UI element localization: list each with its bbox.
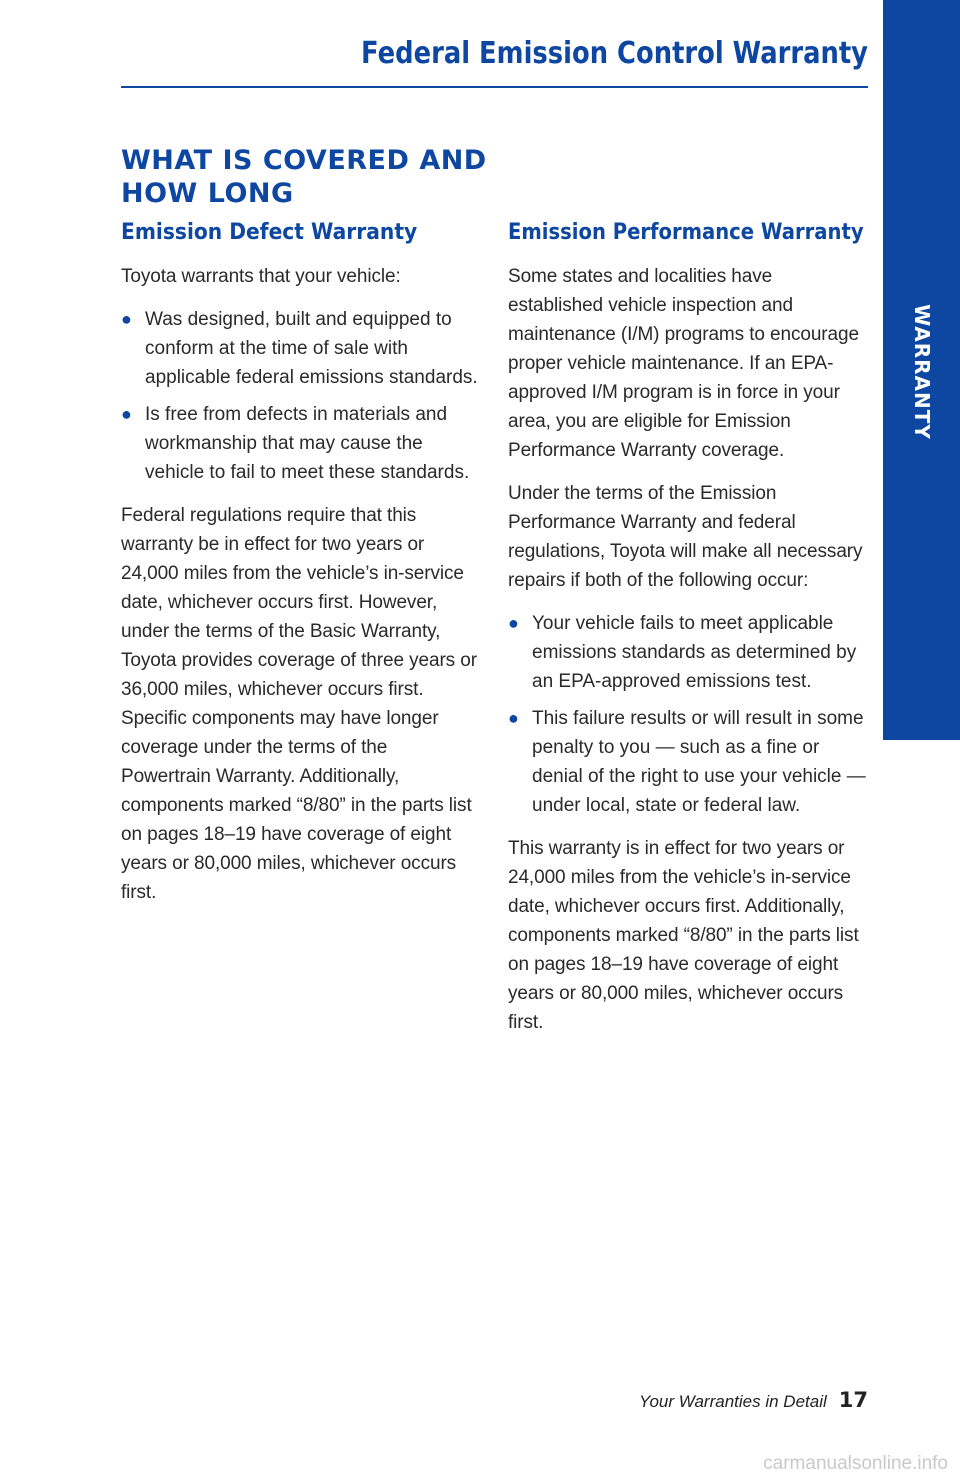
bullet-text: Was designed, built and equipped to conform at the time of sale with applicable federal emissions standards. bbox=[145, 309, 478, 388]
section-title-line2: HOW LONG bbox=[121, 178, 294, 209]
left-column bbox=[121, 218, 481, 921]
left-body: Federal regulations require that this warranty be in effect for two years or 24,000 miles from the vehicle’s in-service date, whichever occurs first. However, under the terms of the Basic Warranty, Toyota provides coverage of three years or 36,000 miles, whichever occurs first. Specific components may have longer coverage under the terms of the Powertrain Warranty. Additionally, components marked “8/80” in the parts list on pages 18–19 have coverage of eight years or 80,000 miles, whichever occurs first. bbox=[121, 505, 477, 903]
bullet-text: This failure results or will result in some penalty to you — such as a fine or denial of the right to use your vehicle — under local, state or federal law. bbox=[532, 708, 866, 816]
list-item bbox=[121, 400, 481, 487]
emission-defect-heading: Emission Defect Warranty bbox=[121, 220, 418, 245]
side-tab-label: WARRANTY bbox=[909, 304, 934, 440]
right-para-2: Under the terms of the Emission Performance Warranty and federal regulations, Toyota will make all necessary repairs if both of the following occur: bbox=[508, 483, 863, 591]
bullet-dot-icon: ● bbox=[121, 404, 132, 424]
right-para-1: Some states and localities have established vehicle inspection and maintenance (I/M) programs to encourage proper vehicle maintenance. If an EPA-approved I/M program is in force in your area, you are eligible for Emission Performance Warranty coverage. bbox=[508, 266, 859, 461]
right-column bbox=[508, 218, 868, 1051]
page-header-title: Federal Emission Control Warranty bbox=[361, 36, 868, 71]
left-intro: Toyota warrants that your vehicle: bbox=[121, 266, 401, 287]
section-title bbox=[121, 144, 521, 210]
watermark[interactable]: carmanualsonline.info bbox=[763, 1453, 948, 1474]
right-para-3: This warranty is in effect for two years or 24,000 miles from the vehicle’s in-service date, whichever occurs first. Additionally, components marked “8/80” in the parts list on pages 18–19 have coverage of eight years or 80,000 miles, whichever occurs first. bbox=[508, 838, 859, 1033]
side-tab bbox=[883, 0, 960, 740]
right-bullet-list bbox=[508, 609, 868, 820]
bullet-dot-icon: ● bbox=[508, 613, 519, 633]
left-bullet-list bbox=[121, 305, 481, 487]
emission-performance-heading: Emission Performance Warranty bbox=[508, 220, 864, 245]
page-number: 17 bbox=[838, 1388, 868, 1412]
list-item bbox=[508, 704, 868, 820]
footer-text: Your Warranties in Detail bbox=[639, 1392, 827, 1411]
bullet-text: Is free from defects in materials and workmanship that may cause the vehicle to fail to meet these standards. bbox=[145, 404, 470, 483]
side-tab-label-wrap bbox=[883, 292, 960, 452]
bullet-dot-icon: ● bbox=[508, 708, 519, 728]
list-item bbox=[121, 305, 481, 392]
section-title-line1: WHAT IS COVERED AND bbox=[121, 145, 487, 176]
bullet-text: Your vehicle fails to meet applicable emissions standards as determined by an EPA-approved emissions test. bbox=[532, 613, 857, 692]
page-footer bbox=[639, 1388, 868, 1412]
bullet-dot-icon: ● bbox=[121, 309, 132, 329]
header-divider bbox=[121, 86, 868, 88]
list-item bbox=[508, 609, 868, 696]
